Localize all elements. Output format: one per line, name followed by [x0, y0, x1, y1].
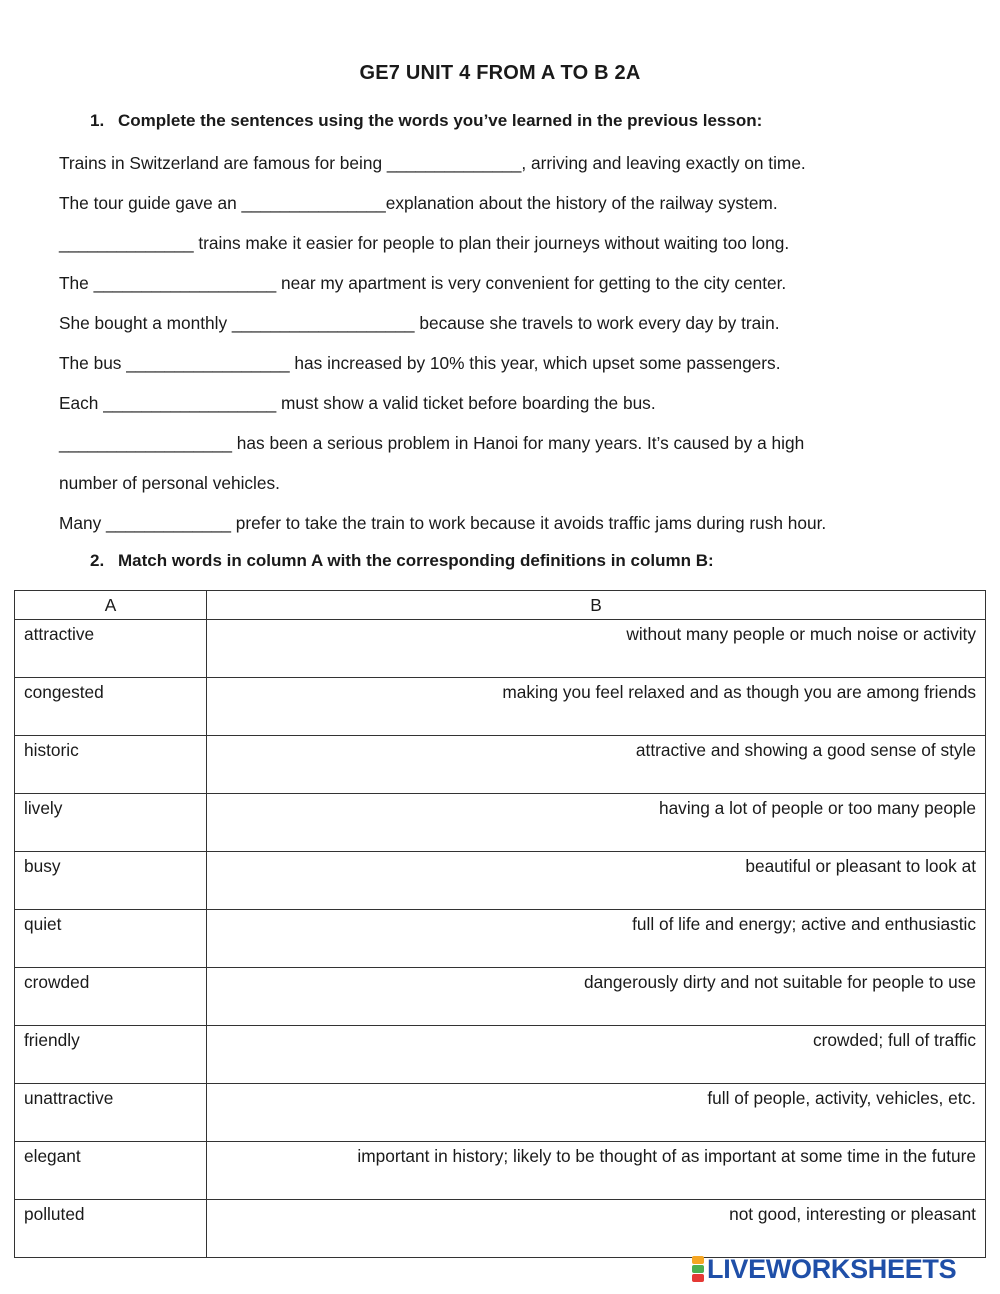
section-1-heading-text: Complete the sentences using the words you’ve learned in the previous lesson:: [118, 111, 763, 130]
definition-cell: important in history; likely to be thought of as important at some time in the future: [207, 1142, 986, 1200]
sentence-line: Each __________________ must show a valid ticket before boarding the bus.: [59, 393, 656, 413]
word-cell: elegant: [15, 1142, 207, 1200]
liveworksheets-logo[interactable]: [692, 1254, 956, 1284]
column-b-header: B: [207, 591, 986, 620]
liveworksheets-logo-icon: [692, 1256, 704, 1282]
word-cell: quiet: [15, 910, 207, 968]
table-row: [15, 852, 986, 910]
table-row: [15, 620, 986, 678]
word-cell: unattractive: [15, 1084, 207, 1142]
sentence-line: Trains in Switzerland are famous for being ______________, arriving and leaving exactly on time.: [59, 153, 806, 173]
table-row: [15, 1026, 986, 1084]
definition-cell: attractive and showing a good sense of style: [207, 736, 986, 794]
definition-cell: making you feel relaxed and as though you are among friends: [207, 678, 986, 736]
section-2-heading: [90, 551, 714, 571]
definition-cell: full of life and energy; active and enthusiastic: [207, 910, 986, 968]
word-cell: friendly: [15, 1026, 207, 1084]
sentence-line: The bus _________________ has increased by 10% this year, which upset some passengers.: [59, 353, 781, 373]
definition-cell: crowded; full of traffic: [207, 1026, 986, 1084]
sentence-line: The tour guide gave an _______________explanation about the history of the railway system.: [59, 193, 778, 213]
definition-cell: dangerously dirty and not suitable for people to use: [207, 968, 986, 1026]
section-1-heading: [90, 111, 762, 131]
table-row: [15, 1200, 986, 1258]
word-cell: crowded: [15, 968, 207, 1026]
word-cell: historic: [15, 736, 207, 794]
worksheet-title: GE7 UNIT 4 FROM A TO B 2A: [359, 62, 641, 84]
table-row: [15, 1084, 986, 1142]
table-header-row: [15, 591, 986, 620]
word-cell: polluted: [15, 1200, 207, 1258]
column-a-header: A: [15, 591, 207, 620]
definition-cell: not good, interesting or pleasant: [207, 1200, 986, 1258]
section-2-number: 2.: [90, 551, 105, 570]
sentence-list: [59, 150, 979, 550]
sentence-line: She bought a monthly ___________________ because she travels to work every day by train.: [59, 313, 780, 333]
section-2-heading-text: Match words in column A with the corresponding definitions in column B:: [118, 551, 714, 570]
section-1-number: 1.: [90, 111, 105, 130]
definition-cell: without many people or much noise or activity: [207, 620, 986, 678]
table-row: [15, 968, 986, 1026]
definition-cell: full of people, activity, vehicles, etc.: [207, 1084, 986, 1142]
word-cell: congested: [15, 678, 207, 736]
table-row: [15, 794, 986, 852]
logo-block-icon: [692, 1256, 704, 1264]
table-row: [15, 678, 986, 736]
sentence-line: ______________ trains make it easier for people to plan their journeys without waiting too long.: [59, 233, 790, 253]
sentence-line: __________________ has been a serious problem in Hanoi for many years. It’s caused by a high: [59, 433, 805, 453]
logo-block-icon: [692, 1274, 704, 1282]
sentence-line: The ___________________ near my apartment is very convenient for getting to the city center.: [59, 273, 787, 293]
table-row: [15, 736, 986, 794]
definition-cell: beautiful or pleasant to look at: [207, 852, 986, 910]
word-cell: lively: [15, 794, 207, 852]
word-cell: busy: [15, 852, 207, 910]
logo-text: LIVEWORKSHEETS: [707, 1253, 957, 1284]
word-cell: attractive: [15, 620, 207, 678]
matching-table: [14, 590, 986, 1258]
sentence-line: Many _____________ prefer to take the train to work because it avoids traffic jams during rush hour.: [59, 513, 827, 533]
table-row: [15, 1142, 986, 1200]
sentence-line: number of personal vehicles.: [59, 473, 280, 493]
table-row: [15, 910, 986, 968]
definition-cell: having a lot of people or too many people: [207, 794, 986, 852]
logo-block-icon: [692, 1265, 704, 1273]
